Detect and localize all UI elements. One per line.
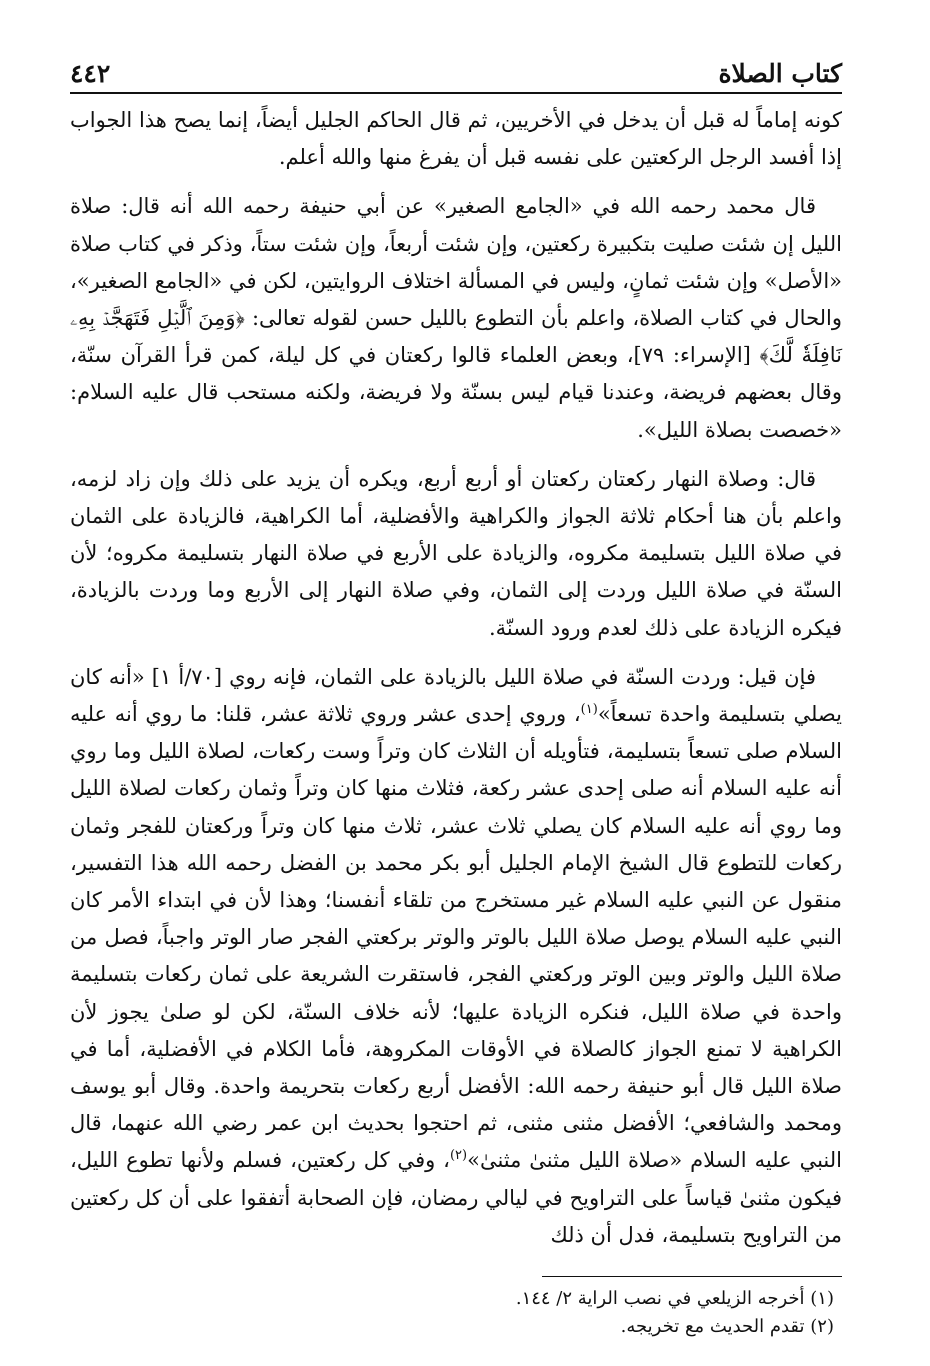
footnote: (١) أخرجه الزيلعي في نصب الراية ٢/ ١٤٤.: [515, 1288, 834, 1310]
header-rule: [70, 92, 842, 94]
paragraph: [70, 659, 842, 1254]
footnote-rule: [542, 1276, 842, 1277]
footnotes: [70, 1285, 842, 1341]
paragraph-text: ، وروي إحدى عشر وروي ثلاثة عشر، قلنا: ما روي أنه عليه السلام صلى تسعاً بتسليمة، فتأويله أن الثلاث كان وتراً وست ركعات، لصلاة الليل وما روي أنه عليه السلام أنه صلى إحدى عشر ركعة، فثلاث منها كان وتراً وثمان ركعات لصلاة الليل وما روي أنه عليه السلام كان يصلي ثلاث عشر، ثلاث منها كان وتراً وركعتان للفجر وثمان ركعات للتطوع قال الشيخ الإمام الجليل أبو بكر محمد بن الفضل رحمه الله هذا التفسير، منقول عن النبي عليه السلام غير مستخرج من تلقاء أنفسنا؛ وهذا لأن في ابتداء الأمر كان النبي عليه السلام يوصل صلاة الليل بالوتر والوتر بركعتي الفجر صار الوتر واجباً، فصل من صلاة الليل والوتر وبين الوتر وركعتي الفجر، فاستقرت الشريعة على ثمان ركعات بتسليمة واحدة في صلاة الليل، فنكره الزيادة عليها؛ لأنه خلاف السنّة، لكن لو صلىٰ يجوز لأن الكراهية لا تمنع الجواز كالصلاة في الأوقات المكروهة، فأما الكلام في الأفضلية، أما في صلاة الليل قال أبو حنيفة رحمه الله: الأفضل أربع ركعات بتحريمة واحدة. وقال أبو يوسف ومحمد والشافعي؛ الأفضل مثنى مثنى، ثم احتجوا بحديث ابن عمر رضي الله عنهما، قال النبي عليه السلام «صلاة الليل مثنىٰ مثنىٰ»: [70, 702, 842, 1173]
paragraph: قال محمد رحمه الله في «الجامع الصغير» عن أبي حنيفة رحمه الله أنه قال: صلاة الليل إن شئت صليت بتكبيرة ركعتين، وإن شئت أربعاً، وإن شئت ستاً، وذكر في كتاب صلاة «الأصل» وإن شئت ثمانٍ، وليس في المسألة اختلاف الروايتين، لكن في «الجامع الصغير»، والحال في كتاب الصلاة، واعلم بأن التطوع بالليل حسن لقوله تعالى: ﴿وَمِنَ ٱلَّيۡلِ فَتَهَجَّدۡ بِهِۦ نَافِلَةٗ لَّكَ﴾ [الإسراء: ٧٩]، وبعض العلماء قالوا ركعتان في كل ليلة، كمن قرأ القرآن سنّة، وقال بعضهم فريضة، وعندنا قيام ليس بسنّة ولا فريضة، ولكنه مستحب قال عليه السلام: «خصصت بصلاة الليل».: [70, 194, 842, 442]
footnote: (٢) تقدم الحديث مع تخريجه.: [620, 1316, 834, 1338]
running-title: كتاب الصلاة: [718, 59, 842, 88]
footnote-ref[interactable]: (١): [580, 702, 598, 718]
main-text: [70, 102, 842, 1254]
paragraph-text: ، وفي كل ركعتين، فسلم ولأنها تطوع الليل، فيكون مثنىٰ قياساً على التراويح في ليالي رمضان، فإن الصحابة أتفقوا على أن كل ركعتين من التراويح بتسليمة، فدل أن ذلك: [70, 1148, 842, 1247]
footnote-ref[interactable]: (٢): [449, 1148, 468, 1164]
paragraph: قال: وصلاة النهار ركعتان ركعتان أو أربع أربع، ويكره أن يزيد على ذلك وإن زاد لزمه، واعلم بأن هنا أحكام ثلاثة الجواز والكراهية والأفضلية، أما الكراهية، فالزيادة على الثمان في صلاة الليل بتسليمة مكروه، والزيادة على الأربع في صلاة النهار بتسليمة مكروه؛ لأن السنّة في صلاة الليل وردت إلى الثمان، وفي صلاة النهار إلى الأربع وما وردت بالزيادة، فيكره الزيادة على ذلك لعدم ورود السنّة.: [70, 466, 842, 640]
paragraph: كونه إماماً له قبل أن يدخل في الأخريين، ثم قال الحاكم الجليل أيضاً، إنما يصح هذا الجواب إذا أفسد الرجل الركعتين على نفسه قبل أن يفرغ منها والله أعلم.: [70, 108, 842, 170]
page-number: ٤٤٢: [70, 59, 111, 88]
running-header: [70, 48, 842, 88]
paragraph-text: فإن قيل: وردت السنّة في صلاة الليل بالزيادة على الثمان، فإنه روي [٧٠/أ ١] «أنه كان يصلي بتسليمة واحدة تسعاً»: [70, 664, 842, 727]
